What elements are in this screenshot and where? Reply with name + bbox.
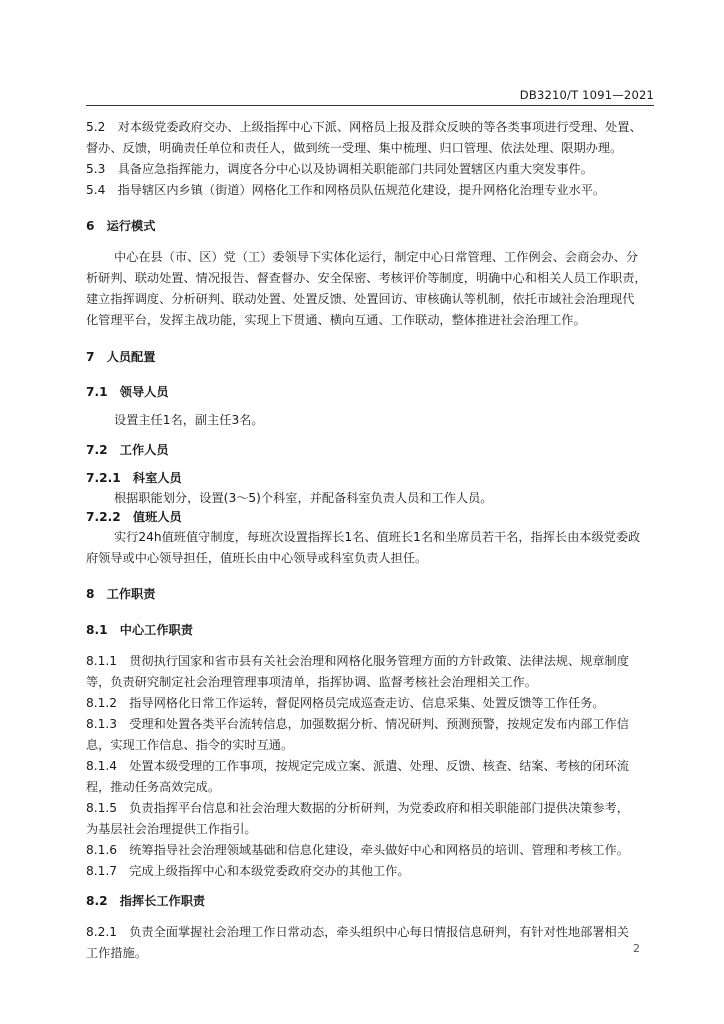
clause-5-2-line1: 5.2 对本级党委政府交办、上级指挥中心下派、网格员上报及群众反映的等各类事项进行受理、处置、 xyxy=(86,120,642,134)
clause-8-1-4-line2: 程，推动任务高效完成。 xyxy=(86,780,221,794)
clause-8-2-title: 8.2 指挥长工作职责 xyxy=(86,894,206,908)
clause-5-2-line2: 督办、反馈，明确责任单位和责任人，做到统一受理、集中梳理、归口管理、依法处理、限期办理。 xyxy=(86,141,623,155)
clause-8-1-1-line1: 8.1.1 贯彻执行国家和省市县有关社会治理和网格化服务管理方面的方针政策、法律法规、规章制度 xyxy=(86,654,629,668)
clause-8-1-1-line2: 等，负责研究制定社会治理管理事项清单，指挥协调、监督考核社会治理相关工作。 xyxy=(86,675,537,689)
clause-8-1-5-line2: 为基层社会治理提供工作指引。 xyxy=(86,822,257,836)
clause-7-2-2-line2: 府领导或中心领导担任，值班长由中心领导或科室负责人担任。 xyxy=(86,551,428,565)
section-6-title: 6 运行模式 xyxy=(86,219,156,233)
clause-7-2-2-line1: 实行24h值班值守制度，每班次设置指挥长1名、值班长1名和坐席员若干名，指挥长由本级党委政 xyxy=(114,530,641,544)
clause-5-4: 5.4 指导辖区内乡镇（街道）网格化工作和网格员队伍规范化建设，提升网格化治理专业水平。 xyxy=(86,183,606,197)
clause-8-1-5-line1: 8.1.5 负责指挥平台信息和社会治理大数据的分析研判，为党委政府和相关职能部门提供决策参考， xyxy=(86,801,629,815)
clause-8-2-1-line1: 8.2.1 负责全面掌握社会治理工作日常动态，牵头组织中心每日情报信息研判，有针对性地部署相关 xyxy=(86,925,629,939)
clause-8-1-title: 8.1 中心工作职责 xyxy=(86,623,193,637)
clause-8-1-4-line1: 8.1.4 处置本级受理的工作事项，按规定完成立案、派遣、处理、反馈、核查、结案、考核的闭环流 xyxy=(86,759,629,773)
clause-7-2-1-text: 根据职能划分，设置(3～5)个科室，并配备科室负责人员和工作人员。 xyxy=(114,491,493,505)
section-7-title: 7 人员配置 xyxy=(86,350,156,364)
section-6-para-line3: 建立指挥调度、分析研判、联动处置、处置反馈、处置回访、审核确认等机制，依托市域社会治理现代 xyxy=(86,292,635,306)
clause-8-1-7: 8.1.7 完成上级指挥中心和本级党委政府交办的其他工作。 xyxy=(86,864,410,878)
header-rule xyxy=(86,105,654,106)
page-number: 2 xyxy=(633,942,640,955)
section-6-para-line1: 中心在县（市、区）党（工）委领导下实体化运行，制定中心日常管理、工作例会、会商会办、分 xyxy=(114,250,639,264)
clause-7-2-2-title: 7.2.2 值班人员 xyxy=(86,510,182,524)
clause-7-1-text: 设置主任1名，副主任3名。 xyxy=(114,413,264,427)
clause-8-2-1-line2: 工作措施。 xyxy=(86,946,147,960)
clause-7-2-title: 7.2 工作人员 xyxy=(86,443,169,457)
clause-7-1-title: 7.1 领导人员 xyxy=(86,385,169,399)
clause-8-1-2: 8.1.2 指导网格化日常工作运转，督促网格员完成巡查走访、信息采集、处置反馈等工作任务。 xyxy=(86,696,605,710)
clause-7-2-1-title: 7.2.1 科室人员 xyxy=(86,471,182,485)
clause-8-1-3-line1: 8.1.3 受理和处置各类平台流转信息，加强数据分析、情况研判、预测预警，按规定发布内部工作信 xyxy=(86,717,629,731)
clause-5-3: 5.3 具备应急指挥能力，调度各分中心以及协调相关职能部门共同处置辖区内重大突发事件。 xyxy=(86,162,593,176)
section-6-para-line2: 析研判、联动处置、情况报告、督查督办、安全保密、考核评价等制度，明确中心和相关人员工作职责， xyxy=(86,271,647,285)
section-8-title: 8 工作职责 xyxy=(86,587,156,601)
clause-8-1-6: 8.1.6 统筹指导社会治理领域基础和信息化建设，牵头做好中心和网格员的培训、管理和考核工作。 xyxy=(86,843,629,857)
section-6-para-line4: 化管理平台，发挥主战功能，实现上下贯通、横向互通、工作联动，整体推进社会治理工作。 xyxy=(86,313,586,327)
clause-8-1-3-line2: 息，实现工作信息、指令的实时互通。 xyxy=(86,738,294,752)
doc-code: DB3210/T 1091—2021 xyxy=(519,88,654,102)
